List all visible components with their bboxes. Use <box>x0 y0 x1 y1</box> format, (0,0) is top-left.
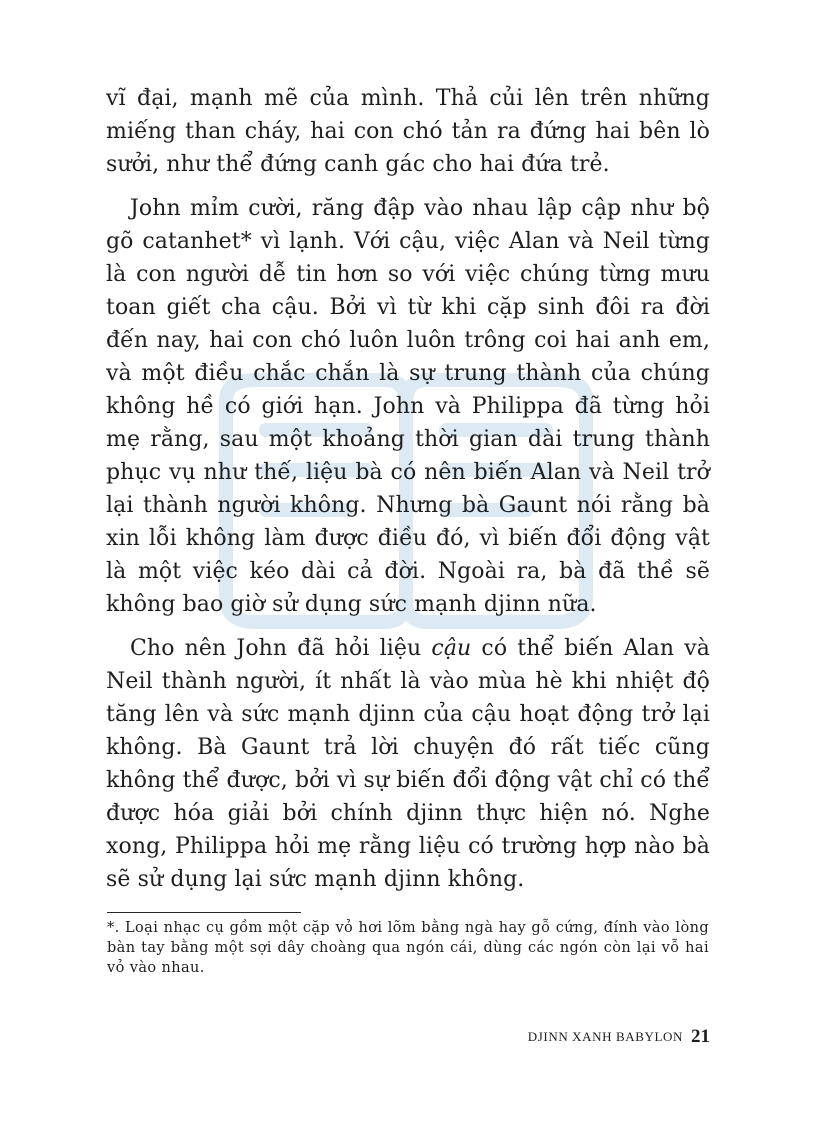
paragraph-3 <box>106 632 710 896</box>
paragraph-3-emphasis: cậu <box>431 636 472 661</box>
footnote-rule <box>107 912 301 913</box>
paragraph-3-start: Cho nên John đã hỏi liệu <box>130 636 432 661</box>
paragraph-2: John mỉm cười, răng đập vào nhau lập cập như bộ gõ catanhet* vì lạnh. Với cậu, việc Alan và Neil từng là con người dễ tin hơn so với việc chúng từng mưu toan giết cha cậu. Bởi vì từ khi cặp sinh đôi ra đời đến nay, hai con chó luôn luôn trông coi hai anh em, và một điều chắc chắn là sự trung thành của chúng không hề có giới hạn. John và Philippa đã từng hỏi mẹ rằng, sau một khoảng thời gian dài trung thành phục vụ như thế, liệu bà có nên biến Alan và Neil trở lại thành người không. Nhưng bà Gaunt nói rằng bà xin lỗi không làm được điều đó, vì biến đổi động vật là một việc kéo dài cả đời. Ngoài ra, bà đã thề sẽ không bao giờ sử dụng sức mạnh djinn nữa. <box>106 196 710 617</box>
footnote: *. Loại nhạc cụ gồm một cặp vỏ hơi lõm bằng ngà hay gỗ cứng, đính vào lòng bàn tay bằng một sợi dây choàng qua ngón cái, dùng các ngón còn lại vỗ hai vỏ vào nhau. <box>107 920 709 976</box>
book-title: DJINN XANH BABYLON <box>527 1029 683 1044</box>
paragraph-1: vĩ đại, mạnh mẽ của mình. Thả củi lên trên những miếng than cháy, hai con chó tản ra đứng hai bên lò sưởi, như thể đứng canh gác cho hai đứa trẻ. <box>106 86 710 177</box>
paragraph-3-end: có thể biến Alan và Neil thành người, ít nhất là vào mùa hè khi nhiệt độ tăng lên và sức mạnh djinn của cậu hoạt động trở lại không. Bà Gaunt trả lời chuyện đó rất tiếc cũng không thể được, bởi vì sự biến đổi động vật chỉ có thể được hóa giải bởi chính djinn thực hiện nó. Nghe xong, Philippa hỏi mẹ rằng liệu có trường hợp nào bà sẽ sử dụng lại sức mạnh djinn không. <box>106 636 710 892</box>
page-number: 21 <box>691 1026 710 1047</box>
body-text <box>106 82 710 907</box>
running-footer <box>430 1026 710 1048</box>
